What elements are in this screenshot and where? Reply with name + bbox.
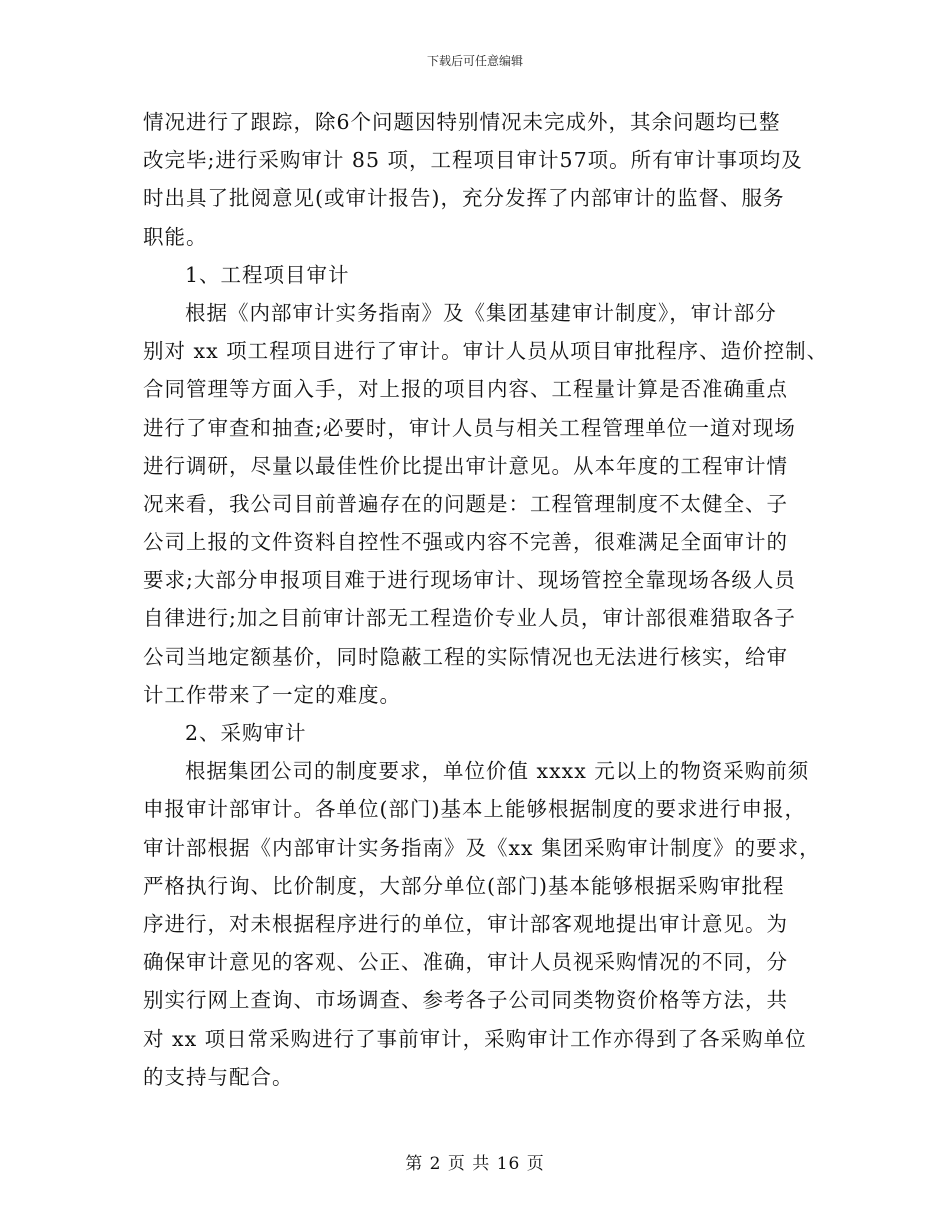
text-line: 别对 xx 项工程项目进行了审计。审计人员从项目审批程序、造价控制、 [143, 339, 829, 364]
text-line: 进行调研，尽量以最佳性价比提出审计意见。从本年度的工程审计情 [143, 453, 788, 478]
text-line: 进行了审查和抽查;必要时，审计人员与相关工程管理单位一道对现场 [143, 415, 796, 440]
text-line: 严格执行询、比价制度，大部分单位(部门)基本能够根据采购审批程 [143, 873, 785, 898]
text-line: 根据集团公司的制度要求，单位价值 xxxx 元以上的物资采购前须 [185, 759, 810, 784]
document-body [143, 103, 829, 1096]
text-line: 计工作带来了一定的难度。 [143, 682, 401, 707]
text-line: 公司当地定额基价，同时隐蔽工程的实际情况也无法进行核实，给审 [143, 644, 788, 669]
text-line: 确保审计意见的客观、公正、准确，审计人员视采购情况的不同，分 [143, 950, 788, 975]
text-line: 自律进行;加之目前审计部无工程造价专业人员，审计部很难猎取各子 [143, 606, 796, 631]
text-line: 根据《内部审计实务指南》及《集团基建审计制度》，审计部分 [185, 300, 777, 325]
text-line: 公司上报的文件资料自控性不强或内容不完善，很难满足全面审计的 [143, 530, 788, 555]
page-number: 第 2 页 共 16 页 [405, 1154, 545, 1174]
text-line: 的支持与配合。 [143, 1064, 294, 1089]
text-line: 职能。 [143, 224, 208, 249]
page-header: 下载后可任意编辑 [426, 54, 523, 68]
text-line: 对 xx 项日常采购进行了事前审计，采购审计工作亦得到了各采购单位 [143, 1026, 807, 1051]
text-line: 别实行网上查询、市场调查、参考各子公司同类物资价格等方法，共 [143, 988, 788, 1013]
text-line: 时出具了批阅意见(或审计报告)，充分发挥了内部审计的监督、服务 [143, 186, 785, 211]
text-line: 要求;大部分申报项目难于进行现场审计、现场管控全靠现场各级人员 [143, 568, 796, 593]
text-line: 申报审计部审计。各单位(部门)基本上能够根据制度的要求进行申报， [143, 797, 806, 822]
text-line: 情况进行了跟踪，除6个问题因特别情况未完成外，其余问题均已整 [143, 110, 781, 134]
text-line: 序进行，对未根据程序进行的单位，审计部客观地提出审计意见。为 [143, 911, 788, 936]
section-heading: 2、采购审计 [185, 721, 307, 745]
text-line: 合同管理等方面入手，对上报的项目内容、工程量计算是否准确重点 [143, 377, 788, 402]
text-line: 改完毕;进行采购审计 85 项，工程项目审计57项。所有审计事项均及 [143, 148, 803, 173]
text-line: 况来看，我公司目前普遍存在的问题是：工程管理制度不太健全、子 [143, 491, 788, 516]
section-heading: 1、工程项目审计 [185, 262, 350, 287]
text-line: 审计部根据《内部审计实务指南》及《xx 集团采购审计制度》的要求， [143, 835, 821, 860]
